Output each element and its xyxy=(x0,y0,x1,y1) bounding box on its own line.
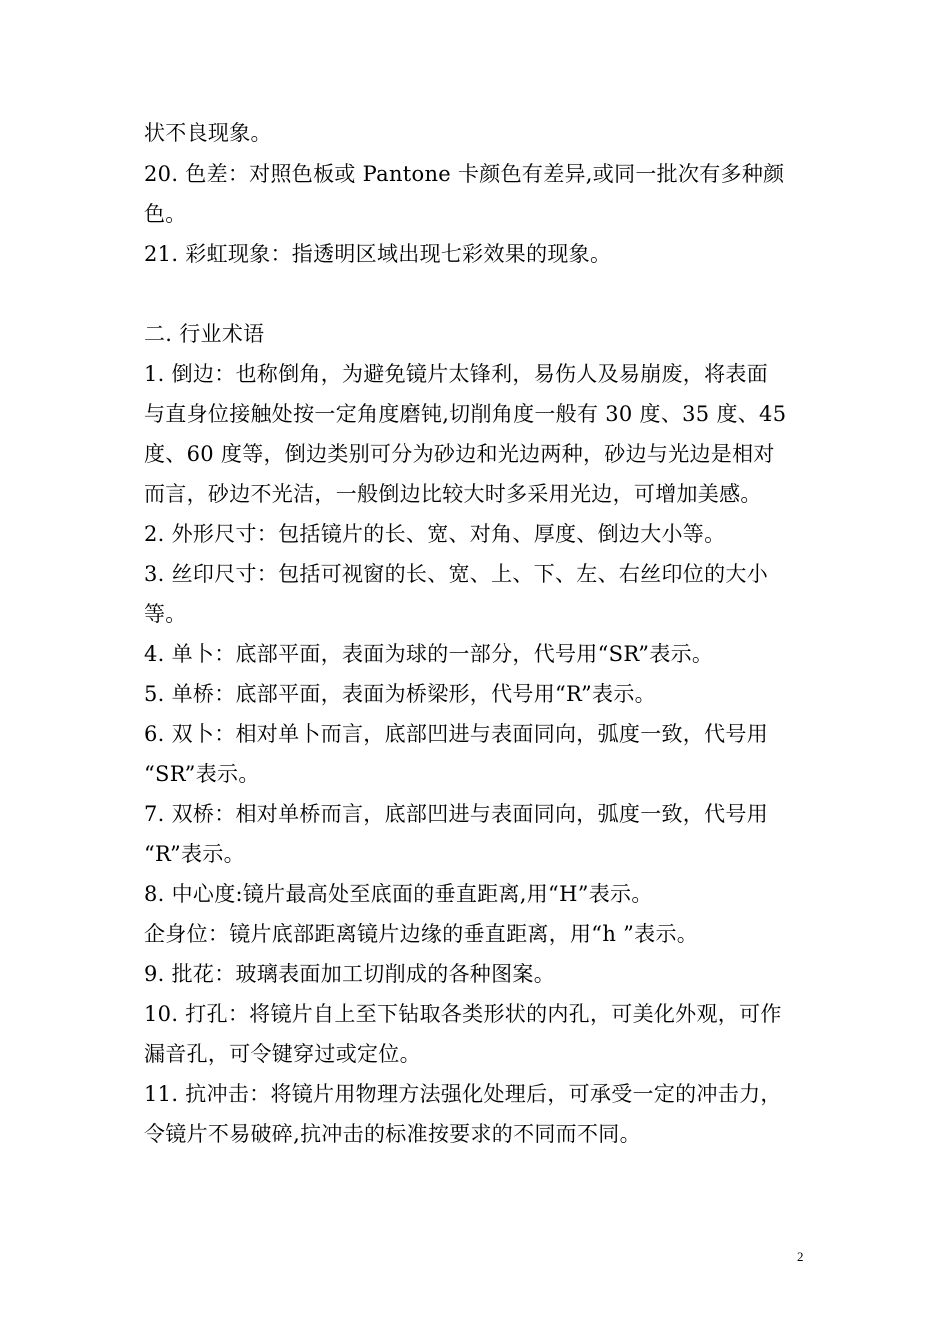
text-line: 8. 中心度:镜片最高处至底面的垂直距离,用“H”表示。 xyxy=(144,882,653,906)
text-line: 企身位：镜片底部距离镜片边缘的垂直距离，用“h ”表示。 xyxy=(144,922,699,946)
text-line: 10. 打孔：将镜片自上至下钻取各类形状的内孔，可美化外观，可作 xyxy=(144,1002,782,1026)
text-line: 色。 xyxy=(144,202,187,226)
text-line: 2. 外形尺寸：包括镜片的长、宽、对角、厚度、倒边大小等。 xyxy=(144,522,726,546)
text-line: 6. 双卜：相对单卜而言，底部凹进与表面同向，弧度一致，代号用 xyxy=(144,722,769,746)
text-line: 11. 抗冲击：将镜片用物理方法强化处理后，可承受一定的冲击力， xyxy=(144,1082,782,1106)
text-line: 7. 双桥：相对单桥而言，底部凹进与表面同向，弧度一致，代号用 xyxy=(144,802,769,826)
text-line: “R”表示。 xyxy=(144,842,245,866)
text-line: 5. 单桥：底部平面，表面为桥梁形，代号用“R”表示。 xyxy=(144,682,656,706)
text-line: 9. 批花：玻璃表面加工切削成的各种图案。 xyxy=(144,962,556,986)
text-line: 状不良现象。 xyxy=(144,121,272,145)
text-line: 4. 单卜：底部平面，表面为球的一部分，代号用“SR”表示。 xyxy=(144,642,714,666)
section-heading: 二. 行业术语 xyxy=(144,322,265,346)
text-line: 与直身位接触处按一定角度磨钝,切削角度一般有 30 度、35 度、45 xyxy=(144,402,787,426)
text-line: 而言，砂边不光洁，一般倒边比较大时多采用光边，可增加美感。 xyxy=(144,482,762,506)
text-line: 等。 xyxy=(144,602,187,626)
page-number: 2 xyxy=(797,1249,804,1264)
text-line: “SR”表示。 xyxy=(144,762,260,786)
text-line: 度、60 度等，倒边类别可分为砂边和光边两种，砂边与光边是相对 xyxy=(144,442,775,466)
text-line: 21. 彩虹现象：指透明区域出现七彩效果的现象。 xyxy=(144,242,612,266)
text-line: 20. 色差：对照色板或 Pantone 卡颜色有差异,或同一批次有多种颜 xyxy=(144,162,785,186)
text-line: 3. 丝印尺寸：包括可视窗的长、宽、上、下、左、右丝印位的大小 xyxy=(144,562,769,586)
text-line: 漏音孔，可令键穿过或定位。 xyxy=(144,1042,421,1066)
text-line: 1. 倒边：也称倒角，为避免镜片太锋利，易伤人及易崩废，将表面 xyxy=(144,362,769,386)
text-line: 令镜片不易破碎,抗冲击的标准按要求的不同而不同。 xyxy=(144,1122,641,1146)
